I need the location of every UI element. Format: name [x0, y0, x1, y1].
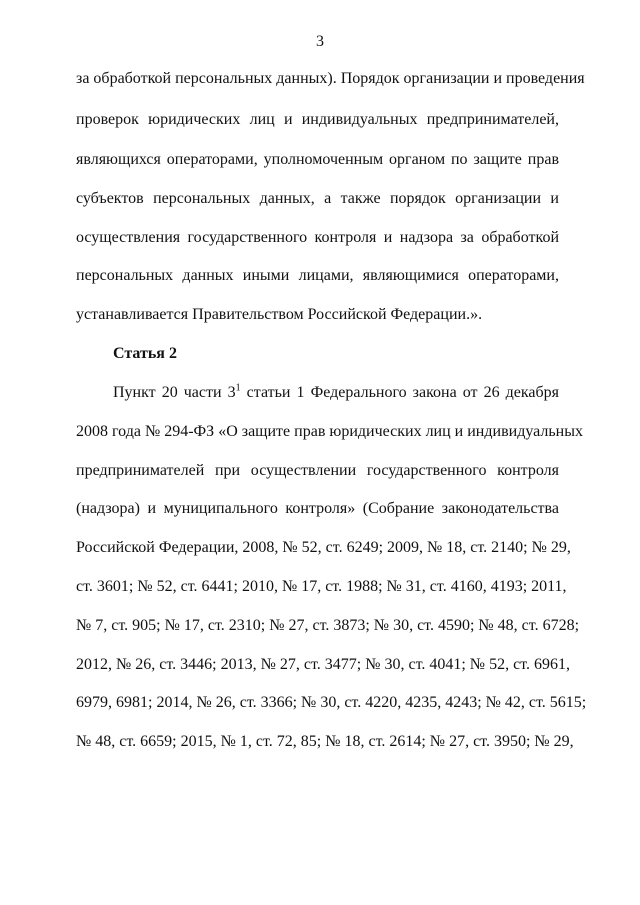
paragraph-line: № 7, ст. 905; № 17, ст. 2310; № 27, ст. 3873; № 30, ст. 4590; № 48, ст. 6728;: [76, 617, 580, 634]
paragraph-line: № 48, ст. 6659; 2015, № 1, ст. 72, 85; № 18, ст. 2614; № 27, ст. 3950; № 29,: [76, 733, 574, 750]
paragraph-line: являющихся операторами, уполномоченным органом по защите прав: [76, 151, 559, 168]
line-text: статьи 1 Федерального закона от 26 декабря: [240, 384, 559, 401]
page-number: 3: [316, 33, 324, 50]
paragraph-line: предпринимателей при осуществлении государственного контроля: [76, 462, 559, 479]
paragraph-line: 2008 года № 294-ФЗ «О защите прав юридических лиц и индивидуальных: [76, 423, 583, 440]
paragraph-line: субъектов персональных данных, а также порядок организации и: [76, 190, 559, 207]
paragraph-line: устанавливается Правительством Российской Федерации.».: [76, 306, 483, 323]
paragraph-line: 6979, 6981; 2014, № 26, ст. 3366; № 30, ст. 4220, 4235, 4243; № 42, ст. 5615;: [76, 694, 587, 711]
line-text: Пункт 20 части 3: [113, 384, 236, 401]
paragraph-line: Российской Федерации, 2008, № 52, ст. 6249; 2009, № 18, ст. 2140; № 29,: [76, 539, 571, 556]
paragraph-first-line: [113, 383, 559, 403]
paragraph-line: персональных данных иными лицами, являющимися операторами,: [76, 267, 559, 284]
article-heading: Статья 2: [113, 345, 177, 362]
paragraph-line: за обработкой персональных данных). Порядок организации и проведения: [76, 70, 585, 87]
superscript: 1: [235, 382, 241, 394]
paragraph-line: проверок юридических лиц и индивидуальных предпринимателей,: [76, 111, 559, 128]
paragraph-line: ст. 3601; № 52, ст. 6441; 2010, № 17, ст. 1988; № 31, ст. 4160, 4193; 2011,: [76, 578, 567, 595]
paragraph-line: 2012, № 26, ст. 3446; 2013, № 27, ст. 3477; № 30, ст. 4041; № 52, ст. 6961,: [76, 656, 570, 673]
paragraph-line: (надзора) и муниципального контроля» (Собрание законодательства: [76, 500, 559, 517]
paragraph-line: осуществления государственного контроля и надзора за обработкой: [76, 229, 559, 246]
